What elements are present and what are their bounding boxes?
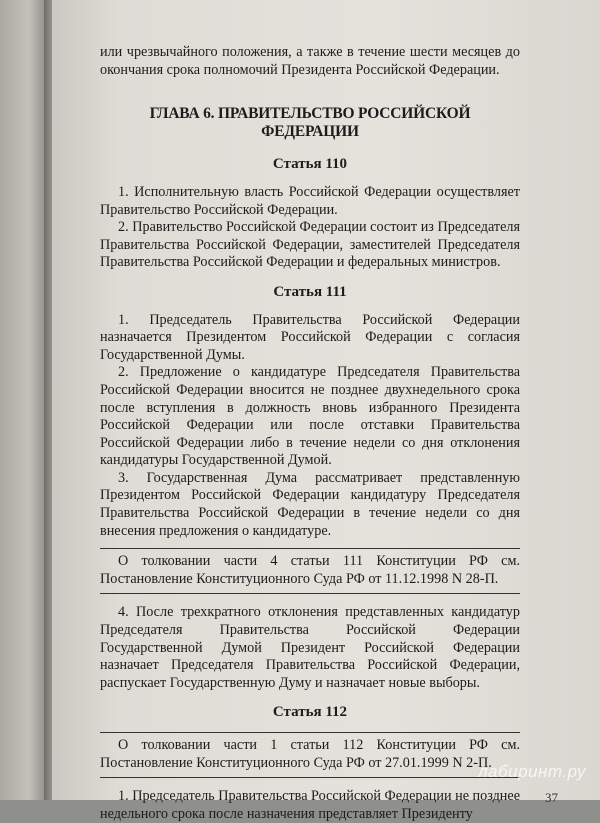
article-111-part-4: 4. После трехкратного отклонения представленных кандидатур Председателя Правительства Российской Федерации Государственной Думой Президент Российской Федерации назначает Председателя Правительства Российской Федерации, распускает Государственную Думу и назначает новые выборы. [100,604,520,691]
left-page-edge [0,0,48,800]
article-111-title: Статья 111 [273,283,347,300]
article-112-note [100,732,520,778]
chapter-title: ГЛАВА 6. ПРАВИТЕЛЬСТВО РОССИЙСКОЙ ФЕДЕРАЦИИ [149,105,471,140]
article-111-part-3: 3. Государственная Дума рассматривает представленную Президентом Российской Федерации кандидатуру Председателя Правительства Российской Федерации в течение недели со дня внесения предложения о кандидатуре. [100,469,520,539]
article-111-note [100,548,520,594]
article-111-note-text: О толковании части 4 статьи 111 Конституции РФ см. Постановление Конституционного Суда РФ от 11.12.1998 N 28-П. [100,553,520,587]
page-content [100,44,520,823]
article-110-title: Статья 110 [272,156,348,173]
page-number: 37 [545,790,558,805]
book-page [52,0,600,822]
intro-paragraph: или чрезвычайного положения, а также в течение шести месяцев до окончания срока полномочий Президента Российской Федерации. [100,44,520,78]
watermark-logo: лабиринт.ру [478,762,586,781]
article-110-part-1: 1. Исполнительную власть Российской Федерации осуществляет Правительство Российской Федерации. [100,183,520,218]
article-111-part-2: 2. Предложение о кандидатуре Председателя Правительства Российской Федерации вносится не позднее двухнедельного срока после вступления в должность вновь избранного Президента Российской Федерации или после отставки Правительства Российской Федерации либо в течение недели со дня отклонения кандидатуры Государственной Думой. [100,364,520,469]
article-112-note-text: О толковании части 1 статьи 112 Конституции РФ см. Постановление Конституционного Суда РФ от 27.01.1999 N 2-П. [100,737,520,771]
article-112-part-1: 1. Председатель Правительства Российской Федерации не позднее недельного срока после назначения представляет Президенту [100,788,520,822]
article-111-part-1: 1. Председатель Правительства Российской Федерации назначается Президентом Российской Федерации с согласия Государственной Думы. [100,311,520,363]
article-110-part-2: 2. Правительство Российской Федерации состоит из Председателя Правительства Российской Федерации, заместителей Председателя Правительства Российской Федерации и федеральных министров. [100,219,520,271]
article-112-title: Статья 112 [272,704,348,721]
